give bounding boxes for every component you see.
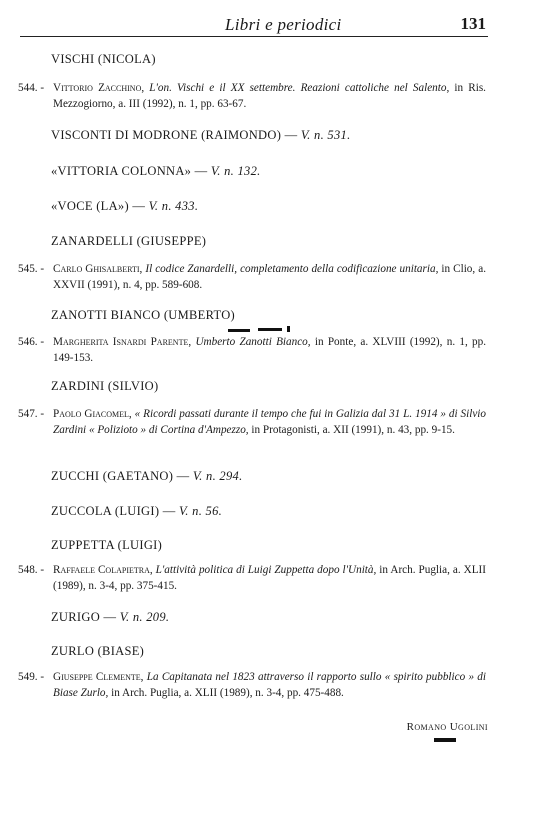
entry-author: Paolo Giacomel, bbox=[53, 408, 132, 420]
entry-547 bbox=[18, 406, 486, 438]
entry-number: 547. - bbox=[18, 408, 45, 420]
heading-visconti: VISCONTI DI MODRONE (RAIMONDO) — V. n. 531. bbox=[51, 128, 351, 142]
entry-545 bbox=[18, 261, 486, 293]
heading-voce: «VOCE (LA») — V. n. 433. bbox=[51, 199, 199, 213]
entry-publication: in Clio, a. XXVII (1991), n. 4, pp. 589-608. bbox=[53, 263, 486, 291]
entry-publication: in Arch. Puglia, a. XLII (1989), n. 3-4, pp. 475-488. bbox=[111, 687, 344, 699]
entry-text bbox=[53, 669, 486, 701]
entry-title: L'on. Vischi e il XX settembre. Reazioni cattoliche nel Salento, bbox=[149, 82, 450, 94]
entry-text bbox=[53, 261, 486, 293]
heading-zanardelli: ZANARDELLI (GIUSEPPE) bbox=[51, 234, 207, 248]
ink-smudge bbox=[228, 329, 250, 332]
heading-zurigo: ZURIGO — V. n. 209. bbox=[51, 610, 170, 624]
entry-publication: in Ris. Mezzogiorno, a. III (1992), n. 1, pp. 63-67. bbox=[53, 82, 486, 110]
review-author-signature: Romano Ugolini bbox=[406, 721, 488, 733]
entry-text bbox=[53, 406, 486, 438]
entry-title: Umberto Zanotti Bianco, bbox=[195, 336, 311, 348]
entry-number: 548. - bbox=[18, 564, 45, 576]
entry-544 bbox=[18, 80, 486, 112]
entry-publication: in Ponte, a. XLVIII (1992), n. 1, pp. 149-153. bbox=[53, 336, 487, 364]
entry-author: Margherita Isnardi Parente, bbox=[53, 336, 192, 348]
heading-zardini: ZARDINI (SILVIO) bbox=[51, 379, 159, 393]
entry-author: Carlo Ghisalberti, bbox=[53, 263, 143, 275]
ink-smudge bbox=[258, 328, 282, 331]
heading-zucchi: ZUCCHI (GAETANO) — V. n. 294. bbox=[51, 469, 243, 483]
entry-publication: in Protagonisti, a. XII (1991), n. 43, pp. 9-15. bbox=[251, 424, 455, 436]
entry-author: Giuseppe Clemente, bbox=[53, 671, 144, 683]
entry-text bbox=[53, 80, 486, 112]
entry-549 bbox=[18, 669, 486, 701]
heading-zanotti-bianco: ZANOTTI BIANCO (UMBERTO) bbox=[51, 308, 235, 322]
entry-548 bbox=[18, 562, 486, 594]
entry-author: Vittorio Zacchino, bbox=[53, 82, 145, 94]
entry-text bbox=[53, 562, 486, 594]
page-header bbox=[20, 14, 488, 37]
entry-title: Il codice Zanardelli, completamento della codificazione unitaria, bbox=[145, 263, 439, 275]
entry-number: 546. - bbox=[18, 336, 45, 348]
entry-author: Raffaele Colapietra, bbox=[53, 564, 153, 576]
ink-smudge bbox=[434, 738, 456, 742]
entry-text bbox=[53, 334, 486, 366]
heading-vischi: VISCHI (NICOLA) bbox=[51, 52, 156, 66]
entry-546 bbox=[18, 334, 486, 366]
heading-vittoria-colonna: «VITTORIA COLONNA» — V. n. 132. bbox=[51, 164, 261, 178]
heading-zuccola: ZUCCOLA (LUIGI) — V. n. 56. bbox=[51, 504, 223, 518]
heading-zurlo: ZURLO (BIASE) bbox=[51, 644, 145, 658]
heading-zuppetta: ZUPPETTA (LUIGI) bbox=[51, 538, 163, 552]
page-number: 131 bbox=[460, 14, 486, 33]
entry-number: 545. - bbox=[18, 263, 45, 275]
entry-number: 544. - bbox=[18, 82, 45, 94]
entry-title: L'attività politica di Luigi Zuppetta dopo l'Unità, bbox=[155, 564, 377, 576]
entry-title: La Capitanata nel 1823 attraverso il rapporto sullo « spirito pubblico » di Biase Zurlo, bbox=[53, 671, 487, 699]
entry-number: 549. - bbox=[18, 671, 45, 683]
entry-publication: in Arch. Puglia, a. XLII (1989), n. 3-4, pp. 375-415. bbox=[53, 564, 486, 592]
running-title: Libri e periodici bbox=[225, 15, 342, 34]
entry-title: « Ricordi passati durante il tempo che fui in Galizia dal 31 L. 1914 » di Silvio Zardini « Polizioto » di Cortina d'Ampezzo, bbox=[53, 408, 487, 436]
ink-smudge bbox=[287, 326, 290, 332]
